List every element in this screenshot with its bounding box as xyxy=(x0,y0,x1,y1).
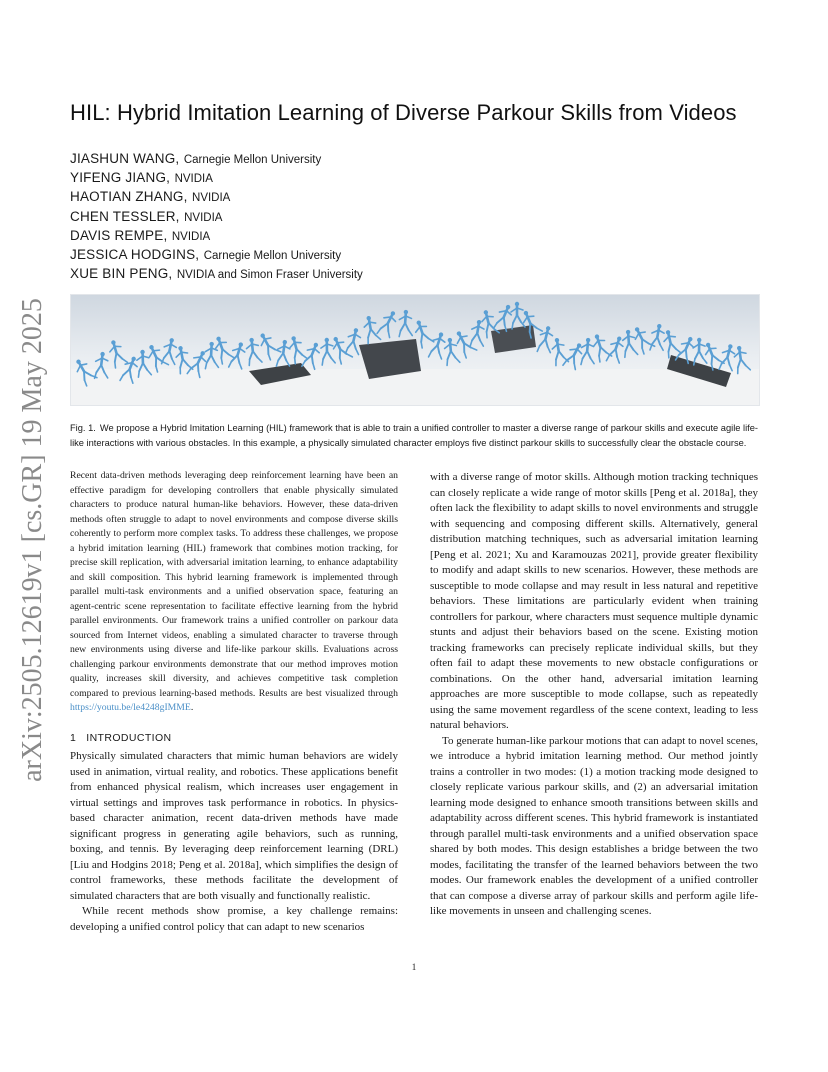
author-entry xyxy=(70,149,363,168)
author-affiliation: Carnegie Mellon University xyxy=(183,154,322,166)
section-title: INTRODUCTION xyxy=(86,732,172,744)
figure-caption-text: We propose a Hybrid Imitation Learning (HIL) framework that is able to train a unified controller to master a diverse range of parkour skills and execute agile life-like interactions with various obstacles. In this example, a physically simulated character employs five distinct parkour skills to successfully clear the obstacle course. xyxy=(70,423,759,448)
author-entry xyxy=(70,245,363,264)
paper-title: HIL: Hybrid Imitation Learning of Diverse Parkour Skills from Videos xyxy=(70,100,737,125)
paragraph: To generate human-like parkour motions that can adapt to novel scenes, we introduce a hybrid imitation learning method. Our method jointly trains a controller in two modes: (1) a motion tracking mode designed to closely replicate various parkour skills, and (2) an adversarial imitation learning mode designed to enhance smooth transitions between skills and adaptability across different scenes. This hybrid framework is instantiated through parallel multi-task environments and a unified observation space shared by both modes. This design establishes a bridge between the two modes, facilitating the transfer of the learned behaviors between the two modes. Our framework enables the development of a unified controller that can compose a diverse array of parkour skills and perform agile life-like movements in unseen and challenging scenes. xyxy=(430,734,758,917)
page-number: 1 xyxy=(411,962,417,972)
author-name: JIASHUN WANG, xyxy=(70,151,180,166)
author-entry xyxy=(70,207,363,226)
teaser-ground xyxy=(71,369,759,405)
paragraph: Physically simulated characters that mimic human behaviors are widely used in animation, virtual reality, and robotics. These applications benefit from enhanced physical realism, which increases user engagement in virtual settings and improves task performance in robotics. In physics-based character animation, recent data-driven methods have made significant progress in generating agile behaviors, such as running, boxing, and tennis. By leveraging deep reinforcement learning (DRL) [Liu and Hodgins 2018; Peng et al. 2018a], which simplifies the design of control frameworks, these methods facilitate the development of simulated characters that are both visually and functionally realistic. xyxy=(70,750,398,902)
author-entry xyxy=(70,226,363,245)
author-name: JESSICA HODGINS, xyxy=(70,246,200,262)
abstract-text: Recent data-driven methods leveraging deep reinforcement learning have been an effective paradigm for developing controllers that enable physically simulated characters to produce natural human-like behaviors. However, these data-driven methods often struggle to adapt to novel environments and compose diverse skills coherently to perform more complex tasks. To address these challenges, we propose a hybrid imitation learning (HIL) framework that combines motion tracking, for precise skill replication, with adversarial imitation learning, to enhance adaptability and skill composition. This hybrid learning framework is implemented through parallel multi-task environments and a unified observation space, featuring an agent-centric scene representation to facilitate effective learning from the hybrid parallel environments. Our framework trains a unified controller on parkour data sourced from Internet videos, enabling a simulated character to traverse through new environments using diverse and life-like parkour skills. Evaluations across challenging parkour environments demonstrate that our method improves motion quality, increases skill diversity, and achieves competitive task completion compared to previous learning-based methods. Results are best visualized through xyxy=(70,470,398,699)
author-affiliation: NVIDIA xyxy=(174,173,213,186)
figure-caption xyxy=(70,421,758,451)
intro-right-column xyxy=(430,470,758,920)
intro-left-column xyxy=(70,749,398,935)
author-name: CHEN TESSLER, xyxy=(70,208,180,224)
author-affiliation: Carnegie Mellon University xyxy=(203,249,342,262)
paragraph: with a diverse range of motor skills. Although motion tracking techniques can closely replicate a wide range of motor skills [Peng et al. 2018a], they often lack the flexibility to adapt skills to novel environments and struggle with sequencing and composing different skills. Alternatively, general distribution matching techniques, such as adversarial imitation learning [Peng et al. 2021; Xu and Karamouzas 2021], provide greater flexibility to modify and adapt skills to new scenarios. However, these methods are susceptible to mode collapse and may result in less natural and repetitive behaviors. These limitations are particularly evident when training controllers for parkour, where characters must sequence multiple dynamic stunts and adjust their behaviors based on the scene. Existing motion tracking frameworks can precisely replicate individual skills, but they often fail to adapt these movements to new obstacle configurations or combinations. On the other hand, adversarial imitation learning approaches are more susceptible to mode collapse, such as repeatedly using the same movement regardless of the scene context, leading to less natural behaviors. xyxy=(430,471,758,731)
author-entry xyxy=(70,168,363,187)
author-list xyxy=(70,149,363,283)
author-name: DAVIS REMPE, xyxy=(70,227,168,243)
author-entry xyxy=(70,264,363,283)
section-number: 1 xyxy=(70,732,77,744)
figure-label: Fig. 1. xyxy=(70,423,96,433)
abstract xyxy=(70,469,398,716)
paragraph: While recent methods show promise, a key challenge remains: developing a unified control policy that can adapt to new scenarios xyxy=(70,905,398,933)
video-link[interactable]: https://youtu.be/le4248gIMME xyxy=(70,702,191,713)
author-name: HAOTIAN ZHANG, xyxy=(70,189,188,205)
author-affiliation: NVIDIA xyxy=(192,192,231,205)
teaser-figure xyxy=(70,294,760,406)
arxiv-side-banner: arXiv:2505.12619v1 [cs.GR] 19 May 2025 xyxy=(17,298,48,782)
author-name: XUE BIN PENG, xyxy=(70,266,173,282)
section-heading xyxy=(70,732,172,744)
author-affiliation: NVIDIA xyxy=(184,211,223,224)
abstract-end: . xyxy=(190,702,194,713)
author-affiliation: NVIDIA and Simon Fraser University xyxy=(176,269,363,282)
author-entry xyxy=(70,187,363,206)
author-name: YIFENG JIANG, xyxy=(70,170,171,186)
author-affiliation: NVIDIA xyxy=(171,230,211,243)
